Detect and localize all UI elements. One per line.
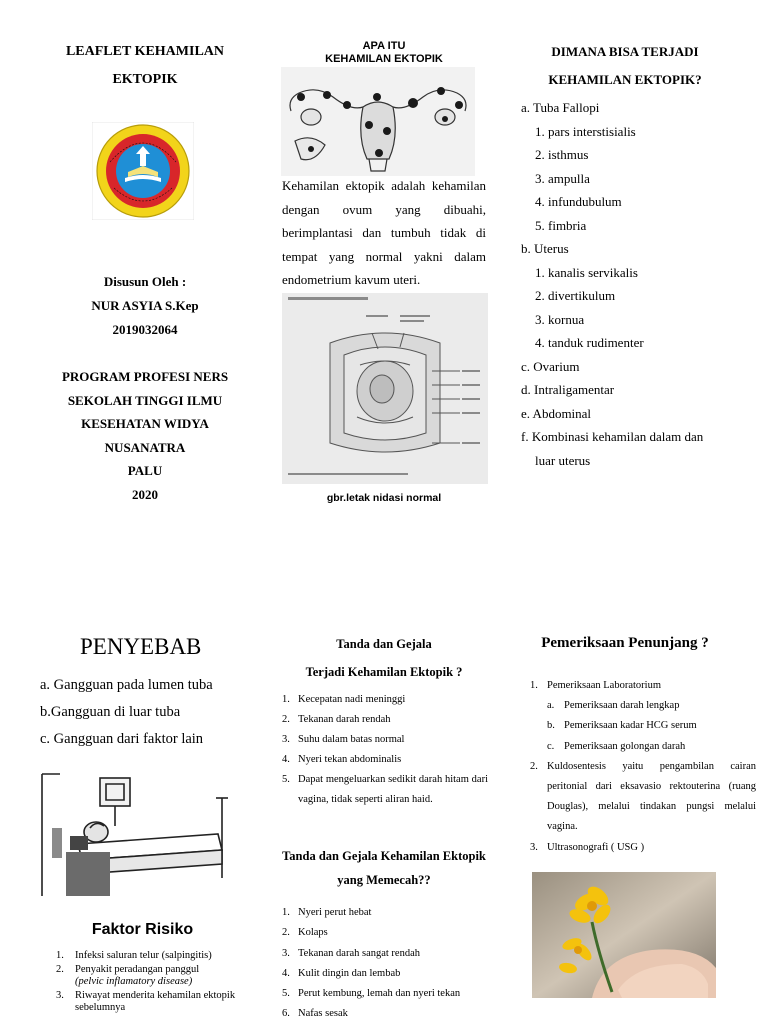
- list-item: [56, 990, 256, 1014]
- list-item: [530, 696, 756, 716]
- list-text: Dapat mengeluarkan sedikit darah hitam dari vagina, tidak seperti aliran haid.: [298, 774, 488, 805]
- list-item: [282, 903, 488, 923]
- location-heading-line: KEHAMILAN EKTOPIK?: [548, 72, 702, 87]
- list-item: [530, 676, 756, 696]
- list-item: b. Uterus: [521, 241, 569, 256]
- leaflet-title: [40, 38, 250, 94]
- list-item: [282, 750, 488, 770]
- list-number: 2.: [282, 927, 290, 939]
- list-item: d. Intraligamentar: [521, 382, 615, 397]
- list-item: luar uterus: [535, 452, 591, 468]
- gejala-heading: Tanda dan Gejala: [336, 637, 432, 651]
- list-item: [282, 923, 488, 943]
- list-text: Tekanan darah rendah: [298, 714, 391, 725]
- list-text-main: Penyakit peradangan panggul: [75, 964, 200, 975]
- list-item: [56, 950, 256, 962]
- nidation-diagram: [282, 293, 488, 484]
- what-is-heading-line: KEHAMILAN EKTOPIK: [325, 53, 443, 65]
- penyebab-list: [40, 672, 270, 753]
- list-number: 1.: [530, 680, 538, 691]
- list-number: c.: [547, 740, 555, 752]
- list-item: [530, 716, 756, 736]
- list-text: Infeksi saluran telur (salpingitis): [75, 950, 212, 961]
- list-item: e. Abdominal: [521, 405, 592, 421]
- list-text: Nafas sesak: [298, 1008, 348, 1020]
- pecah-list: [282, 903, 488, 1025]
- author-block: [40, 270, 250, 342]
- program-line: SEKOLAH TINGGI ILMU: [67, 392, 223, 408]
- figure-caption: gbr.letak nidasi normal: [326, 492, 442, 504]
- list-item: [282, 984, 488, 1004]
- list-text: Pemeriksaan kadar HCG serum: [564, 720, 697, 732]
- list-text: Nyeri tekan abdominalis: [298, 754, 402, 765]
- list-item: 4. tanduk rudimenter: [535, 335, 644, 350]
- list-text: Tekanan darah sangat rendah: [298, 947, 420, 959]
- list-item: a. Gangguan pada lumen tuba: [40, 677, 213, 693]
- definition-text: Kehamilan ektopik adalah kehamilan dengan ovum yang dibuahi, berimplantasi dan tumbuh tidak di tempat yang normal yakni dalam endometrium kavum uteri.: [282, 178, 486, 287]
- list-item: [282, 944, 488, 964]
- list-number: 5.: [282, 774, 290, 785]
- list-item: [530, 838, 756, 858]
- list-item: f. Kombinasi kehamilan dalam dan: [521, 429, 704, 444]
- author-label: Disusun Oleh :: [103, 274, 187, 289]
- list-item: 5. fimbria: [535, 217, 587, 233]
- program-line: 2020: [132, 486, 158, 502]
- list-text: [75, 964, 256, 988]
- list-text: Pemeriksaan Laboratorium: [547, 680, 662, 691]
- list-text: Perut kembung, lemah dan nyeri tekan: [298, 988, 461, 1000]
- list-text: Kulit dingin dan lembab: [298, 967, 401, 979]
- list-item: [282, 1004, 488, 1024]
- location-list: [521, 96, 741, 472]
- list-text: Kolaps: [298, 927, 328, 939]
- list-text: Suhu dalam batas normal: [298, 734, 405, 745]
- list-number: b.: [547, 720, 555, 732]
- list-number: 2.: [56, 964, 64, 975]
- penunjang-title: Pemeriksaan Penunjang ?: [541, 635, 709, 651]
- list-item: [530, 757, 756, 838]
- author-id: 2019032064: [112, 322, 178, 337]
- list-text: Pemeriksaan darah lengkap: [564, 700, 680, 712]
- author-name: NUR ASYIA S.Kep: [91, 298, 199, 313]
- what-is-heading-line: APA ITU: [362, 40, 406, 52]
- list-text: Nyeri perut hebat: [298, 907, 372, 918]
- program-line: NUSANATRA: [104, 439, 186, 455]
- list-number: 3.: [530, 841, 538, 853]
- list-item: [282, 964, 488, 984]
- list-item: [56, 964, 256, 988]
- list-item: [282, 710, 488, 730]
- list-item: 1. pars interstisialis: [535, 123, 636, 139]
- list-item: b.Gangguan di luar tuba: [40, 704, 181, 720]
- leaflet-title-line: LEAFLET KEHAMILAN: [65, 44, 225, 59]
- institution-logo: [92, 122, 194, 220]
- list-number: 4.: [282, 967, 290, 979]
- list-item: a. Tuba Fallopi: [521, 100, 600, 115]
- list-number: 4.: [282, 754, 290, 765]
- gejala-subheading: Terjadi Kehamilan Ektopik ?: [305, 665, 463, 679]
- list-number: 6.: [282, 1008, 290, 1020]
- list-item: [530, 737, 756, 757]
- list-item: [282, 690, 488, 710]
- list-item: 3. kornua: [535, 311, 585, 327]
- list-text: Kecepatan nadi meninggi: [298, 694, 406, 705]
- list-text: Ultrasonografi ( USG ): [547, 841, 645, 853]
- list-number: 3.: [56, 990, 64, 1001]
- faktor-risiko-title: Faktor Risiko: [91, 921, 194, 938]
- list-text: Kuldosentesis yaitu pengambilan cairan peritonial dari eksavasio rektouterina (ruang Douglas), melalui tindakan pungsi melalui vagina.: [547, 760, 756, 833]
- list-item: c. Gangguan dari faktor lain: [40, 731, 204, 747]
- list-text: Riwayat menderita kehamilan ektopik sebelumnya: [75, 990, 236, 1013]
- list-number: 5.: [282, 988, 290, 1000]
- list-item: 2. isthmus: [535, 147, 589, 162]
- uterus-illustration: [281, 67, 475, 176]
- list-number: 1.: [282, 694, 290, 705]
- list-item: 3. ampulla: [535, 170, 590, 186]
- list-item: [282, 730, 488, 750]
- location-heading: [525, 38, 725, 94]
- program-line: PALU: [127, 463, 163, 478]
- location-heading-line: DIMANA BISA TERJADI: [551, 44, 699, 59]
- gejala-list: [282, 690, 488, 810]
- list-text-italic: (pelvic inflamatory disease): [75, 976, 193, 987]
- list-number: 2.: [530, 760, 538, 772]
- hands-with-flower-photo: [532, 872, 716, 998]
- list-item: c. Ovarium: [521, 358, 580, 374]
- program-line: KESEHATAN WIDYA: [81, 416, 209, 431]
- faktor-risiko-list: [56, 950, 256, 1016]
- penunjang-list: [530, 676, 756, 858]
- list-number: 2.: [282, 714, 290, 725]
- list-number: 1.: [282, 907, 290, 918]
- list-number: 3.: [282, 734, 290, 745]
- what-is-heading: [282, 40, 486, 66]
- list-item: 4. infundubulum: [535, 194, 622, 209]
- list-number: a.: [547, 700, 555, 712]
- leaflet-title-line: EKTOPIK: [112, 72, 178, 87]
- pecah-heading: Tanda dan Gejala Kehamilan Ektopik yang Memecah??: [282, 849, 486, 887]
- program-line: PROGRAM PROFESI NERS: [61, 369, 229, 384]
- list-item: 1. kanalis servikalis: [535, 264, 638, 280]
- list-item: 2. divertikulum: [535, 288, 616, 303]
- program-block: [40, 365, 250, 506]
- list-text: Pemeriksaan golongan darah: [564, 740, 686, 752]
- penyebab-title: PENYEBAB: [80, 634, 202, 659]
- patient-in-bed-illustration: [38, 768, 230, 898]
- list-number: 1.: [56, 950, 64, 961]
- list-item: [282, 770, 488, 810]
- list-number: 3.: [282, 947, 290, 959]
